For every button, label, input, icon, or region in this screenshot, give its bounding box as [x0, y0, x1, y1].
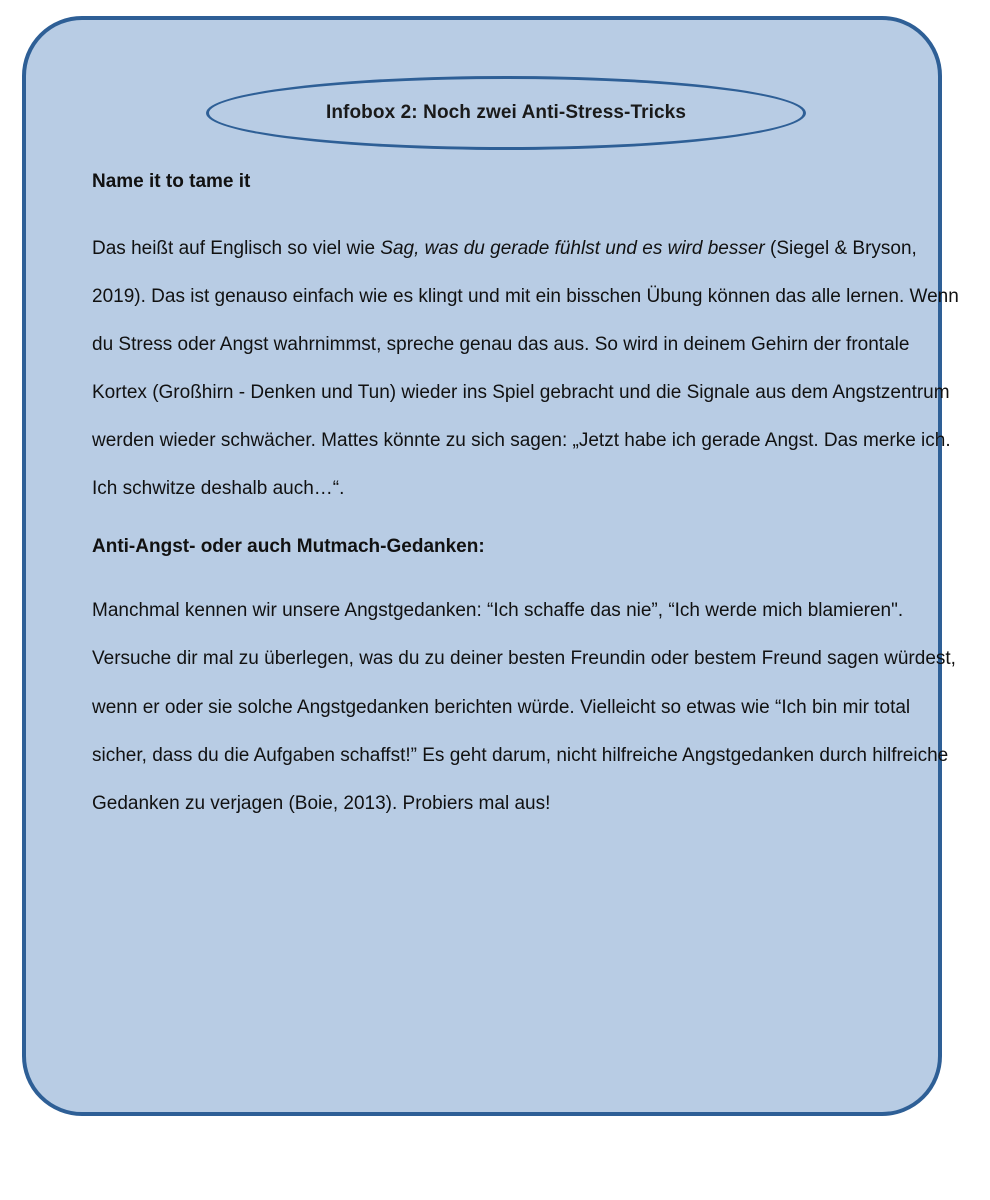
- paragraph-rest-text: (Siegel & Bryson, 2019). Das ist genauso einfach wie es klingt und mit ein bisschen Übung können das alle lernen. Wenn du Stress oder Angst wahrnimmst, spreche genau das aus. So wird in deinem Gehirn der frontale Kortex (Großhirn - Denken und Tun) wieder ins Spiel gebracht und die Signale aus dem Angstzentrum werden wieder schwächer. Mattes könnte zu sich sagen: „Jetzt habe ich gerade Angst. Das merke ich. Ich schwitze deshalb auch…“.: [92, 237, 959, 499]
- infobox-title: Infobox 2: Noch zwei Anti-Stress-Tricks: [325, 102, 687, 123]
- infobox-content: [92, 168, 960, 828]
- infobox-title-ellipse: [206, 76, 806, 150]
- infobox-container: [22, 16, 959, 1116]
- section-paragraph-anti-angst-gedanken: Manchmal kennen wir unsere Angstgedanken: “Ich schaffe das nie”, “Ich werde mich blamieren". Versuche dir mal zu überlegen, was du zu deiner besten Freundin oder bestem Freund sagen würdest, wenn er oder sie solche Angstgedanken berichten würde. Vielleicht so etwas wie “Ich bin mir total sicher, dass du die Aufgaben schaffst!” Es geht darum, nicht hilfreiche Angstgedanken durch hilfreiche Gedanken zu verjagen (Boie, 2013). Probiers mal aus!: [92, 600, 956, 814]
- section-heading-anti-angst-gedanken: Anti-Angst- oder auch Mutmach-Gedanken:: [92, 535, 485, 557]
- section-heading-name-it-to-tame-it: Name it to tame it: [92, 171, 251, 192]
- paragraph-lead-text: Das heißt auf Englisch so viel wie: [92, 237, 381, 259]
- paragraph-italic-phrase: Sag, was du gerade fühlst und es wird besser: [380, 237, 765, 259]
- section-paragraph-name-it-to-tame-it: [92, 225, 960, 513]
